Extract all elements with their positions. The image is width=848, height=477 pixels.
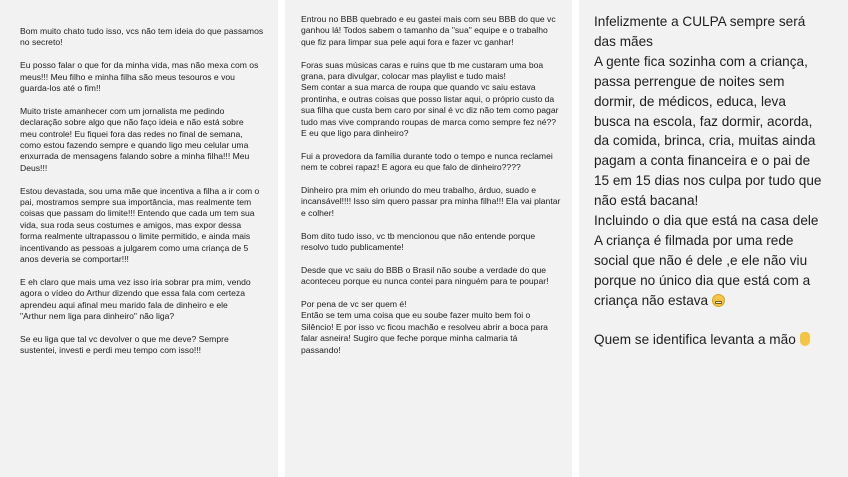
- middle-paragraph-4: Dinheiro pra mim eh oriundo do meu trabalho, árduo, suado e incansável!!!! Isso sim quero passar pra minha filha!!! Ela vai plantar e colher!: [301, 185, 561, 218]
- right-closing-text: [594, 330, 840, 350]
- grimacing-face-icon: [712, 294, 725, 307]
- middle-paragraph-6: Desde que vc saiu do BBB o Brasil não soube a verdade do que aconteceu porque eu nunca contei para ninguém para te poupar!: [301, 264, 549, 287]
- raised-hand-icon: [800, 332, 810, 346]
- story-panel-left: [0, 0, 278, 477]
- right-main-text-content: Infelizmente a CULPA sempre será das mães A gente fica sozinha com a criança, passa perrengue de noites sem dormir, de médicos, educa, leva busca na escola, faz dormir, acorda, da comida, brinca, cria, muitas ainda pagam a conta financeira e o pai de 15 em 15 dias nos culpa por tudo que não está bacana! Incluindo o dia que está na casa dele A criança é filmada por uma rede social que não é dele ,e ele não viu porque no único dia que está com a criança não estava: [594, 14, 822, 308]
- left-paragraph-2: Eu posso falar o que for da minha vida, mas não mexa com os meus!!! Meu filho e minha filha são meus tesouros e vou guarda-los até o fim!!: [20, 60, 259, 94]
- middle-paragraph-1: Entrou no BBB quebrado e eu gastei mais com seu BBB do que vc ganhou lá! Todos sabem o tamanho da "sua" equipe e o trabalho que fiz para limpar sua pele aqui fora e fazer vc ganhar!: [301, 14, 556, 47]
- story-panel-right: [579, 0, 848, 477]
- story-panel-middle: [285, 0, 572, 477]
- left-paragraph-5: E eh claro que mais uma vez isso iria sobrar pra mim, vendo agora o vídeo do Arthur dizendo que essa fala com certeza aprendeu aqui afinal meu marido fala de dinheiro e ele "Arthur nem liga para dinheiro" não liga?: [20, 276, 251, 322]
- right-closing-text-content: Quem se identifica levanta a mão: [594, 332, 796, 348]
- right-main-text: [594, 12, 840, 311]
- middle-paragraph-7: Por pena de vc ser quem é! Então se tem uma coisa que eu soube fazer muito bem foi o Silêncio! E por isso vc ficou machão e resolveu abrir a boca para falar asneira! Sugiro que feche porque minha calmaria tá passando!: [301, 299, 548, 355]
- middle-paragraph-2: Foras suas músicas caras e ruins que tb me custaram uma boa grana, para divulgar, colocar mas playlist e tudo mais! Sem contar a sua marca de roupa que quando vc saiu estava prontinha, e outras coisas que posso listar aqui, o próprio custo da sua filha que custa bem caro por sinal é vc diz não tem como pagar tudo mas vive comprando roupas de marca como sempre fez né?? E eu que ligo para dinheiro?: [301, 59, 559, 139]
- middle-paragraph-3: Fui a provedora da família durante todo o tempo e nunca reclamei nem te cobrei rapaz! E agora eu que falo de dinheiro????: [301, 150, 553, 173]
- left-paragraph-4: Estou devastada, sou uma mãe que incentiva a filha a ir com o pai, mostramos sempre sua importância, mas realmente tem coisas que passam do limite!!! Entendo que cada um tem sua vida, sua roda seus costumes e amigos, mas expor dessa forma realmente ultrapassou o limite permitido, e ainda mais incentivando as pessoas a julgarem como uma criança de 5 anos deveria se comportar!!!: [20, 185, 260, 265]
- left-paragraph-1: Bom muito chato tudo isso, vcs não tem ideia do que passamos no secreto!: [20, 26, 264, 48]
- left-paragraph-6: Se eu liga que tal vc devolver o que me deve? Sempre sustentei, investi e perdi meu tempo com isso!!!: [20, 333, 229, 356]
- spacer: [594, 311, 840, 331]
- middle-paragraph-5: Bom dito tudo isso, vc tb mencionou que não entende porque resolvo tudo publicamente!: [301, 230, 536, 253]
- left-paragraph-3: Muito triste amanhecer com um jornalista me pedindo declaração sobre algo que não faço ideia e não está sobre meu controle! Eu fiquei fora das redes no final de semana, como estou fazendo sempre e quando ligo meu celular uma enxurrada de mensagens falando sobre a minha filha!!! Meu Deus!!!: [20, 105, 250, 173]
